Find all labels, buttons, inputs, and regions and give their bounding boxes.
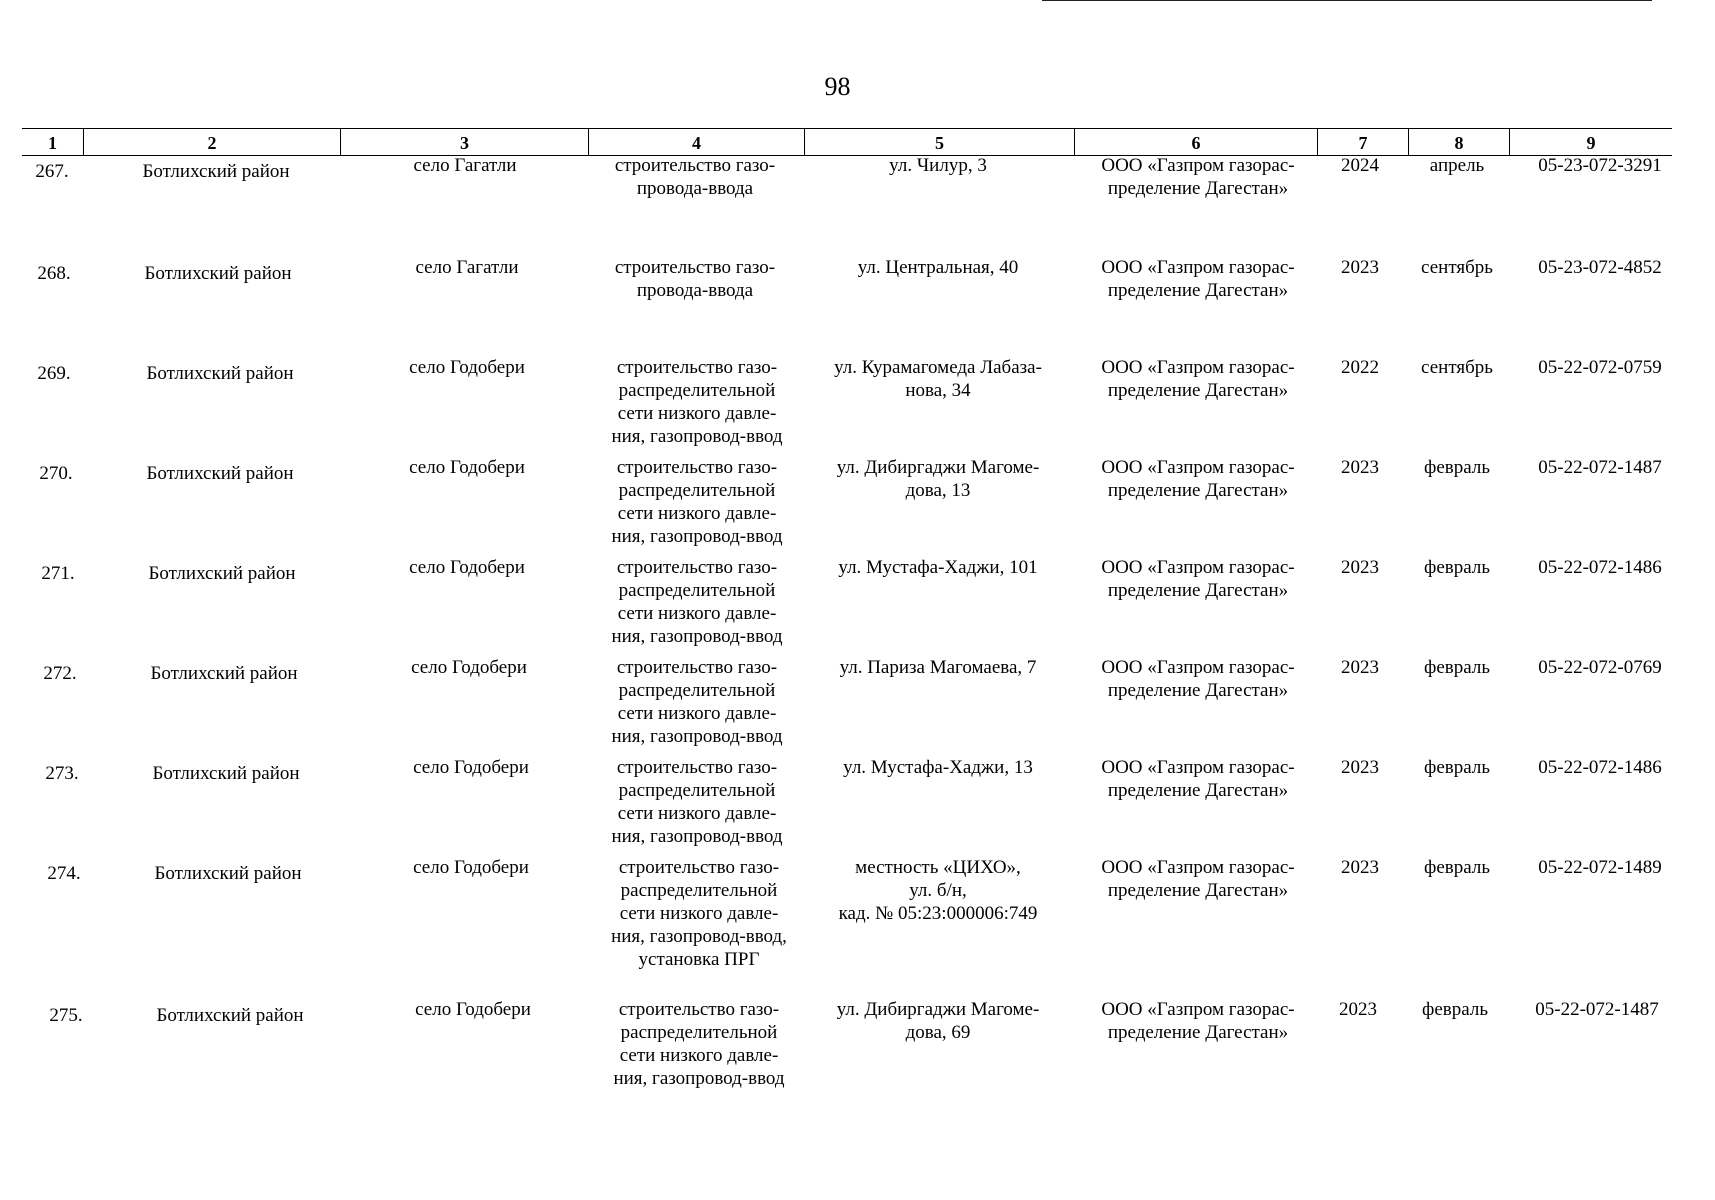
address-cell: ул. Париза Магомаева, 7 [839, 657, 1037, 678]
organization-cell: ООО «Газпром газорас- пределение Дагестан» [1101, 457, 1295, 501]
row-number: 272. [43, 663, 77, 684]
district-cell: Ботлихский район [154, 863, 302, 884]
organization-cell: ООО «Газпром газорас- пределение Дагестан» [1101, 857, 1295, 901]
row-number: 274. [47, 863, 81, 884]
work-type-cell: строительство газо- распределительной сети низкого давле- ния, газопровод-ввод [611, 357, 783, 447]
row-number: 275. [49, 1005, 83, 1026]
code-cell: 05-23-072-3291 [1538, 155, 1662, 176]
settlement-cell: село Гагатли [415, 257, 519, 278]
year-cell: 2023 [1339, 999, 1377, 1020]
settlement-cell: село Годобери [409, 357, 525, 378]
work-type-cell: строительство газо- провода-ввода [614, 257, 776, 301]
address-cell: ул. Дибиргаджи Магоме- дова, 69 [836, 999, 1040, 1043]
district-cell: Ботлихский район [148, 563, 296, 584]
table-header [22, 128, 1672, 156]
address-cell: ул. Дибиргаджи Магоме- дова, 13 [836, 457, 1040, 501]
year-cell: 2022 [1341, 357, 1379, 378]
organization-cell: ООО «Газпром газорас- пределение Дагестан» [1101, 999, 1295, 1043]
header-col-5: 5 [804, 129, 1074, 155]
month-cell: сентябрь [1421, 357, 1493, 378]
row-number: 267. [35, 161, 69, 182]
district-cell: Ботлихский район [152, 763, 300, 784]
year-cell: 2023 [1341, 257, 1379, 278]
table-row [0, 756, 1715, 856]
district-cell: Ботлихский район [156, 1005, 304, 1026]
header-col-2: 2 [83, 129, 340, 155]
work-type-cell: строительство газо- распределительной сети низкого давле- ния, газопровод-ввод, установка ПРГ [611, 857, 787, 970]
row-number: 268. [37, 263, 71, 284]
month-cell: февраль [1422, 999, 1488, 1020]
organization-cell: ООО «Газпром газорас- пределение Дагестан» [1101, 357, 1295, 401]
address-cell: ул. Чилур, 3 [889, 155, 987, 176]
year-cell: 2023 [1341, 757, 1379, 778]
work-type-cell: строительство газо- распределительной сети низкого давле- ния, газопровод-ввод [611, 457, 783, 547]
table-row [0, 456, 1715, 556]
month-cell: сентябрь [1421, 257, 1493, 278]
settlement-cell: село Годобери [415, 999, 531, 1020]
organization-cell: ООО «Газпром газорас- пределение Дагестан» [1101, 557, 1295, 601]
district-cell: Ботлихский район [146, 463, 294, 484]
code-cell: 05-22-072-1486 [1538, 757, 1662, 778]
address-cell: ул. Мустафа-Хаджи, 101 [838, 557, 1038, 578]
row-number: 270. [39, 463, 73, 484]
table-row [0, 656, 1715, 756]
top-edge-rule [1042, 0, 1652, 1]
district-cell: Ботлихский район [142, 161, 290, 182]
month-cell: февраль [1424, 657, 1490, 678]
code-cell: 05-22-072-1487 [1538, 457, 1662, 478]
settlement-cell: село Годобери [413, 757, 529, 778]
district-cell: Ботлихский район [144, 263, 292, 284]
year-cell: 2023 [1341, 657, 1379, 678]
header-col-1: 1 [48, 133, 57, 153]
code-cell: 05-22-072-1487 [1535, 999, 1659, 1020]
address-cell: ул. Мустафа-Хаджи, 13 [843, 757, 1033, 778]
row-number: 271. [41, 563, 75, 584]
header-col-9: 9 [1509, 129, 1672, 155]
code-cell: 05-22-072-0759 [1538, 357, 1662, 378]
settlement-cell: село Годобери [409, 557, 525, 578]
address-cell: местность «ЦИХО», ул. б/н, кад. № 05:23:000006:749 [838, 857, 1038, 924]
page-number: 98 [824, 72, 851, 101]
settlement-cell: село Годобери [413, 857, 529, 878]
code-cell: 05-23-072-4852 [1538, 257, 1662, 278]
month-cell: февраль [1424, 857, 1490, 878]
settlement-cell: село Гагатли [413, 155, 517, 176]
table-row [0, 998, 1715, 1098]
address-cell: ул. Курамагомеда Лабаза- нова, 34 [834, 357, 1042, 401]
organization-cell: ООО «Газпром газорас- пределение Дагестан» [1101, 155, 1295, 199]
table-row [0, 154, 1715, 254]
organization-cell: ООО «Газпром газорас- пределение Дагестан» [1101, 657, 1295, 701]
table-row [0, 556, 1715, 656]
work-type-cell: строительство газо- распределительной сети низкого давле- ния, газопровод-ввод [611, 557, 783, 647]
table-row [0, 856, 1715, 970]
code-cell: 05-22-072-1489 [1538, 857, 1662, 878]
district-cell: Ботлихский район [146, 363, 294, 384]
month-cell: февраль [1424, 557, 1490, 578]
month-cell: февраль [1424, 757, 1490, 778]
work-type-cell: строительство газо- распределительной сети низкого давле- ния, газопровод-ввод [611, 757, 783, 847]
month-cell: апрель [1429, 155, 1485, 176]
header-col-3: 3 [340, 129, 588, 155]
row-number: 269. [37, 363, 71, 384]
table-row [0, 256, 1715, 356]
header-col-8: 8 [1408, 129, 1509, 155]
row-number: 273. [45, 763, 79, 784]
header-col-4: 4 [588, 129, 804, 155]
work-type-cell: строительство газо- распределительной сети низкого давле- ния, газопровод-ввод [611, 657, 783, 747]
code-cell: 05-22-072-1486 [1538, 557, 1662, 578]
month-cell: февраль [1424, 457, 1490, 478]
table-row [0, 356, 1715, 456]
year-cell: 2023 [1341, 857, 1379, 878]
header-col-6: 6 [1074, 129, 1317, 155]
code-cell: 05-22-072-0769 [1538, 657, 1662, 678]
work-type-cell: строительство газо- распределительной сети низкого давле- ния, газопровод-ввод [613, 999, 785, 1089]
settlement-cell: село Годобери [409, 457, 525, 478]
organization-cell: ООО «Газпром газорас- пределение Дагестан» [1101, 257, 1295, 301]
district-cell: Ботлихский район [150, 663, 298, 684]
organization-cell: ООО «Газпром газорас- пределение Дагестан» [1101, 757, 1295, 801]
year-cell: 2024 [1341, 155, 1379, 176]
settlement-cell: село Годобери [411, 657, 527, 678]
address-cell: ул. Центральная, 40 [857, 257, 1019, 278]
year-cell: 2023 [1341, 457, 1379, 478]
work-type-cell: строительство газо- провода-ввода [614, 155, 776, 199]
year-cell: 2023 [1341, 557, 1379, 578]
header-col-7: 7 [1317, 129, 1408, 155]
